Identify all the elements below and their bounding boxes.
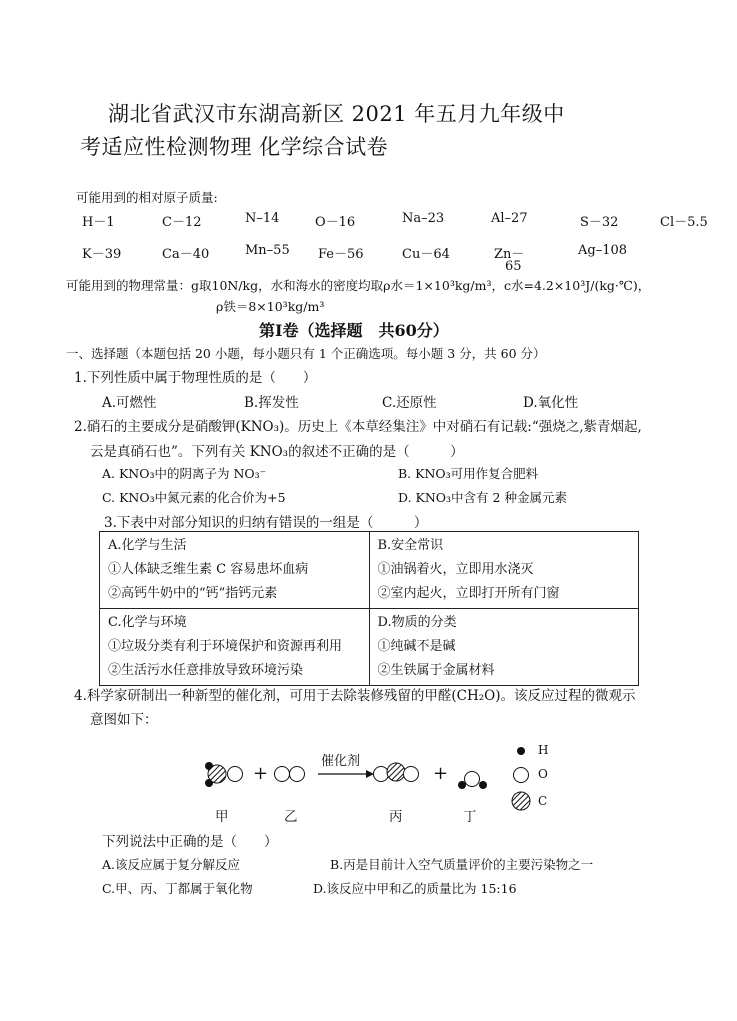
oxygen-atom bbox=[290, 767, 305, 782]
oxygen-atom bbox=[374, 767, 389, 782]
oxygen-atom bbox=[465, 772, 480, 787]
legend-h: H bbox=[538, 743, 549, 757]
q4-option-c: C.甲、丙、丁都属于氧化物 bbox=[102, 881, 253, 896]
label-bing: 丙 bbox=[389, 809, 403, 825]
atom-legend bbox=[512, 747, 530, 810]
q2-stem-line-2: 云是真硝石也”。下列有关 KNO₃的叙述不正确的是（ ） bbox=[90, 444, 464, 460]
oxygen-legend-icon bbox=[514, 768, 529, 783]
q2-option-a: A. KNO₃中的阴离子为 NO₃⁻ bbox=[102, 466, 267, 481]
element-mass: Al–27 bbox=[491, 211, 528, 226]
label-jia: 甲 bbox=[215, 809, 229, 825]
q1-stem: 1.下列性质中属于物理性质的是（ ） bbox=[74, 370, 317, 386]
element-mass: O－16 bbox=[315, 215, 356, 230]
cell-line: ②高钙牛奶中的“钙”指钙元素 bbox=[108, 586, 278, 601]
cell-line: ②生活污水任意排放导致环境污染 bbox=[108, 663, 304, 678]
table-cell-c bbox=[100, 609, 370, 686]
hydrogen-atom bbox=[205, 762, 213, 770]
element-mass: N–14 bbox=[245, 211, 280, 226]
q4-prompt: 下列说法中正确的是（ ） bbox=[102, 834, 278, 850]
catalyst-label: 催化剂 bbox=[321, 754, 361, 769]
table-cell-b bbox=[369, 532, 639, 609]
cell-line: ①人体缺乏维生素 C 容易患坏血病 bbox=[108, 562, 309, 577]
cell-line: ②室内起火，立即打开所有门窗 bbox=[377, 586, 560, 601]
element-mass: K－39 bbox=[82, 247, 122, 262]
hydrogen-atom bbox=[458, 781, 466, 789]
element-mass: C－12 bbox=[162, 215, 202, 230]
cell-heading: C.化学与环境 bbox=[108, 615, 187, 630]
oxygen-atom bbox=[228, 767, 243, 782]
atomic-mass-label: 可能用到的相对原子质量: bbox=[76, 190, 218, 205]
q4-option-b: B.丙是目前计入空气质量评价的主要污染物之一 bbox=[330, 857, 594, 872]
q4-stem-line-1: 4.科学家研制出一种新型的催化剂，可用于去除装修残留的甲醛(CH₂O)。该反应过程的微观示 bbox=[74, 688, 636, 704]
hydrogen-atom bbox=[479, 781, 487, 789]
element-mass: Fe－56 bbox=[318, 247, 364, 262]
zn-mass-tail: 65 bbox=[505, 259, 522, 274]
label-yi: 乙 bbox=[284, 809, 298, 825]
legend-o: O bbox=[538, 767, 548, 781]
section-heading: 第Ⅰ卷（选择题 共60分） bbox=[259, 321, 449, 340]
constants-line-2: ρ铁＝8×10³kg/m³ bbox=[216, 299, 325, 314]
q1-option-d: D.氧化性 bbox=[523, 395, 579, 411]
cell-line: ②生铁属于金属材料 bbox=[377, 663, 495, 678]
q2-option-b: B. KNO₃可用作复合肥料 bbox=[398, 466, 539, 481]
carbon-legend-icon bbox=[512, 792, 530, 810]
q1-option-a: A.可燃性 bbox=[102, 395, 157, 411]
table-cell-d bbox=[369, 609, 639, 686]
element-mass: H－1 bbox=[82, 215, 115, 230]
oxygen-atom bbox=[404, 767, 419, 782]
molecule-bing bbox=[374, 763, 419, 782]
q4-option-d: D.该反应中甲和乙的质量比为 15:16 bbox=[313, 881, 517, 896]
element-mass: Ag–108 bbox=[578, 243, 628, 258]
title-line-2: 考适应性检测物理 化学综合试卷 bbox=[80, 135, 389, 159]
q4-option-a: A.该反应属于复分解反应 bbox=[102, 857, 241, 872]
element-mass: Zn－ bbox=[494, 247, 525, 262]
cell-heading: D.物质的分类 bbox=[377, 615, 457, 630]
q1-option-b: B.挥发性 bbox=[244, 395, 299, 411]
q2-stem-line-1: 2.硝石的主要成分是硝酸钾(KNO₃)。历史上《本草经集注》中对硝石有记载:“强烧之,紫青烟起, bbox=[74, 419, 642, 435]
cell-heading: A.化学与生活 bbox=[108, 538, 187, 553]
molecule-ding bbox=[458, 772, 487, 790]
element-mass: Ca－40 bbox=[162, 247, 210, 262]
carbon-atom bbox=[208, 765, 226, 783]
element-mass: Na–23 bbox=[402, 211, 445, 226]
plus-sign: + bbox=[253, 763, 269, 784]
element-mass: Mn–55 bbox=[245, 243, 290, 258]
molecule-yi bbox=[275, 767, 305, 782]
table-cell-a bbox=[100, 532, 370, 609]
q2-option-d: D. KNO₃中含有 2 种金属元素 bbox=[398, 490, 567, 505]
element-mass: Cl－5.5 bbox=[660, 215, 708, 230]
title-line-1: 湖北省武汉市东湖高新区 2021 年五月九年级中 bbox=[108, 102, 565, 126]
legend-c: C bbox=[538, 794, 548, 808]
molecule-jia bbox=[205, 762, 243, 787]
arrow-head bbox=[366, 770, 374, 778]
label-ding: 丁 bbox=[463, 809, 477, 825]
constants-line-1: 可能用到的物理常量：g取10N/kg，水和海水的密度均取ρ水＝1×10³kg/m³，c水=4.2×10³J/(kg·℃)， bbox=[66, 278, 651, 293]
carbon-atom bbox=[387, 763, 405, 781]
oxygen-atom bbox=[275, 767, 290, 782]
q4-stem-line-2: 意图如下： bbox=[90, 712, 158, 728]
hydrogen-atom bbox=[205, 779, 213, 787]
plus-sign: + bbox=[433, 763, 449, 784]
element-mass: Cu－64 bbox=[402, 247, 450, 262]
element-mass: S－32 bbox=[580, 215, 619, 230]
q1-option-c: C.还原性 bbox=[382, 395, 437, 411]
cell-line: ①垃圾分类有利于环境保护和资源再利用 bbox=[108, 639, 343, 654]
q2-option-c: C. KNO₃中氮元素的化合价为+5 bbox=[102, 490, 286, 505]
cell-heading: B.安全常识 bbox=[377, 538, 444, 553]
q3-stem: 3.下表中对部分知识的归纳有错误的一组是（ ） bbox=[104, 515, 428, 531]
hydrogen-legend-icon bbox=[517, 747, 525, 755]
cell-line: ①纯碱不是碱 bbox=[377, 639, 456, 654]
cell-line: ①油锅着火，立即用水浇灭 bbox=[377, 562, 534, 577]
q3-knowledge-table bbox=[99, 531, 639, 686]
section-intro: 一、选择题（本题包括 20 小题，每小题只有 1 个正确选项。每小题 3 分，共 60 分） bbox=[66, 346, 546, 361]
